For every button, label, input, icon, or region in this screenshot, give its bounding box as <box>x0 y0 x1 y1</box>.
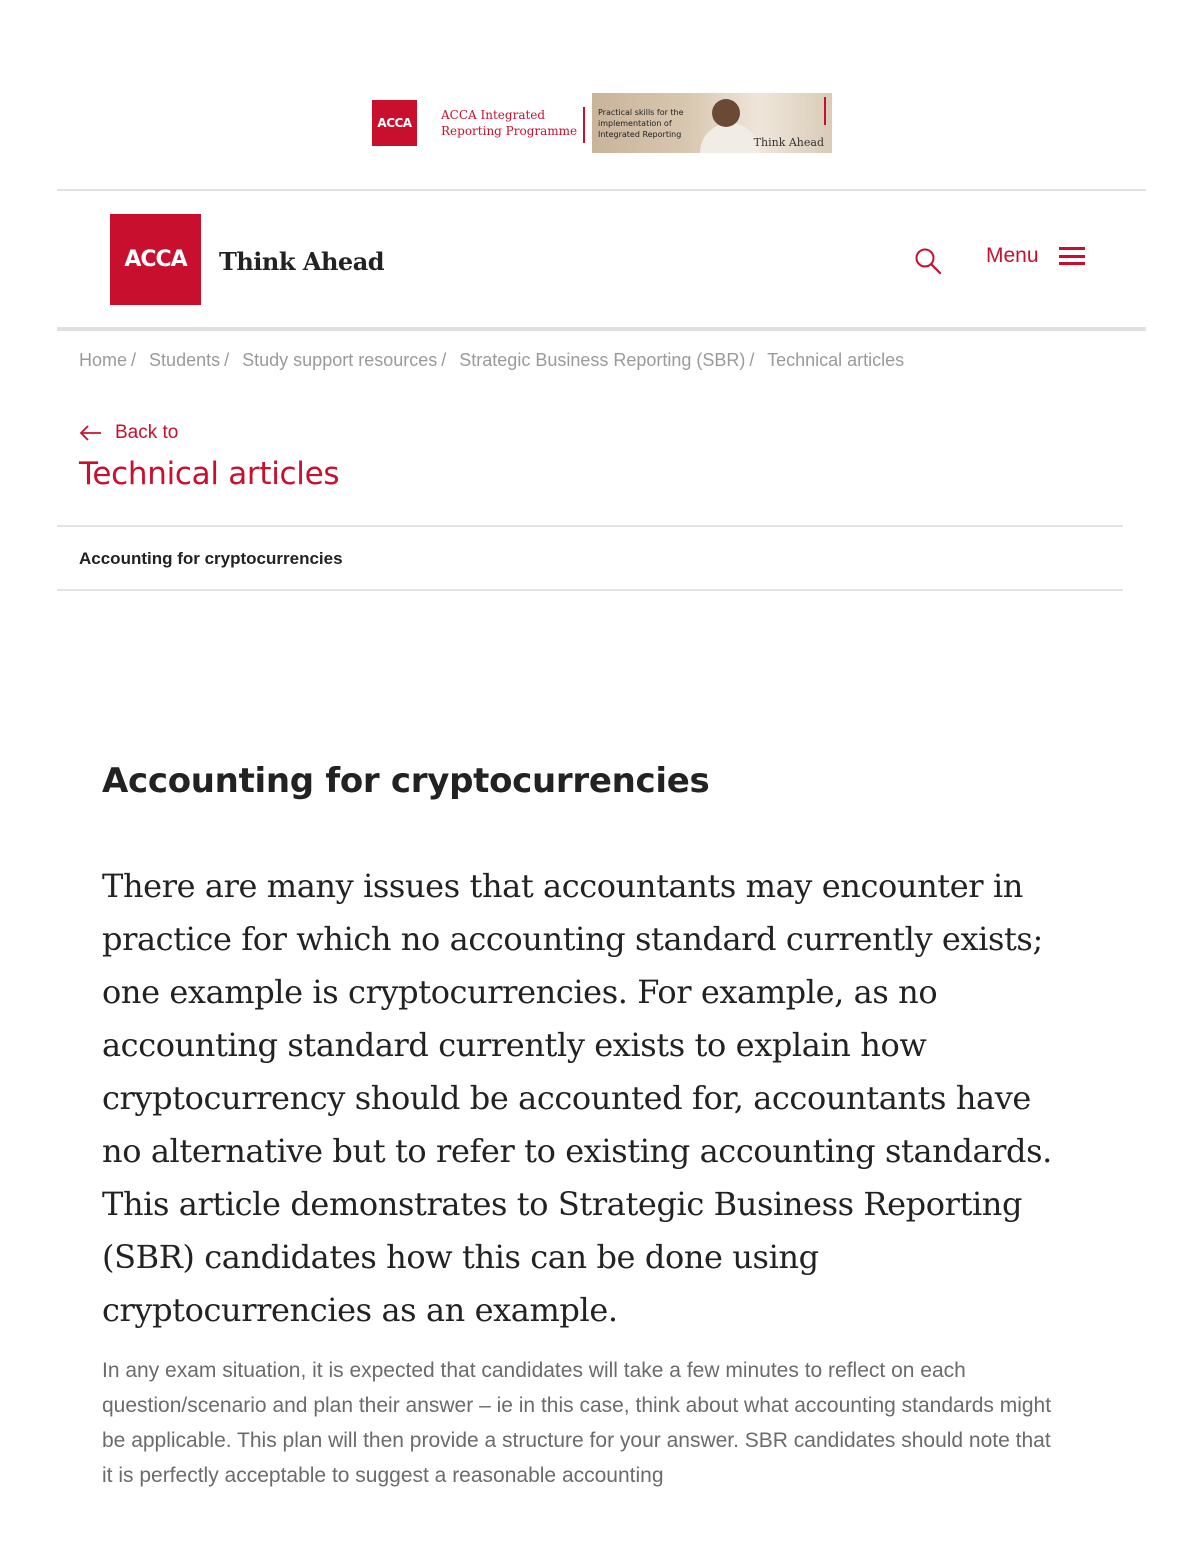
acca-logo[interactable]: ACCA <box>110 214 201 305</box>
banner-photo-text: Practical skills for the implementation of Integrated Reporting <box>598 108 684 139</box>
banner-tagline: Think Ahead <box>753 136 824 149</box>
back-link-label: Back to <box>115 422 179 443</box>
subnav-bottom-divider <box>57 589 1123 591</box>
breadcrumb-study-support[interactable]: Study support resources <box>242 350 438 370</box>
banner-person-head <box>712 99 740 127</box>
banner-divider <box>583 107 585 143</box>
article-body: In any exam situation, it is expected that candidates will take a few minutes to reflect on each question/scenario and plan their answer – ie in this case, think about what accounting standards might be applicable. This plan will then provide a structure for your answer. SBR candidates should note that it is perfectly acceptable to suggest a reasonable accounting <box>102 1359 1052 1487</box>
header-top-divider <box>57 189 1146 191</box>
subnav-top-divider <box>57 525 1123 527</box>
section-title-link[interactable]: Technical articles <box>79 456 340 492</box>
article-title: Accounting for cryptocurrencies <box>102 761 710 801</box>
menu-button[interactable] <box>986 244 1085 268</box>
header-tagline: Think Ahead <box>219 247 385 276</box>
subnav-current-page[interactable]: Accounting for cryptocurrencies <box>79 549 343 568</box>
hamburger-icon <box>1059 245 1085 267</box>
banner-title: ACCA Integrated Reporting Programme <box>441 108 578 138</box>
arrow-left-icon <box>79 425 103 441</box>
breadcrumb-sbr[interactable]: Strategic Business Reporting (SBR) <box>459 350 746 370</box>
banner-acca-logo: ACCA <box>372 100 417 146</box>
breadcrumb-home[interactable]: Home <box>79 350 128 370</box>
breadcrumb-students[interactable]: Students <box>149 350 221 370</box>
article-lead: There are many issues that accountants may encounter in practice for which no accounting standard currently exists; one example is cryptocurrencies. For example, as no accounting standard currently exists to explain how cryptocurrency should be accounted for, accountants have no alternative but to refer to existing accounting standards. This article demonstrates to Strategic Business Reporting (SBR) candidates how this can be done using cryptocurrencies as an example. <box>102 867 1052 1329</box>
banner-person-illustration <box>700 123 760 153</box>
back-link[interactable] <box>79 422 178 444</box>
menu-label: Menu <box>986 244 1039 267</box>
search-button[interactable] <box>913 246 943 276</box>
promo-banner[interactable] <box>372 93 836 153</box>
header-bottom-divider <box>57 327 1146 331</box>
search-icon <box>913 246 943 276</box>
banner-photo <box>592 93 832 153</box>
breadcrumb: Home / Students / Study support resources / Strategic Business Reporting (SBR) / Technical articles <box>79 350 905 370</box>
banner-accent-line <box>824 97 826 125</box>
breadcrumb-technical-articles[interactable]: Technical articles <box>767 350 905 370</box>
